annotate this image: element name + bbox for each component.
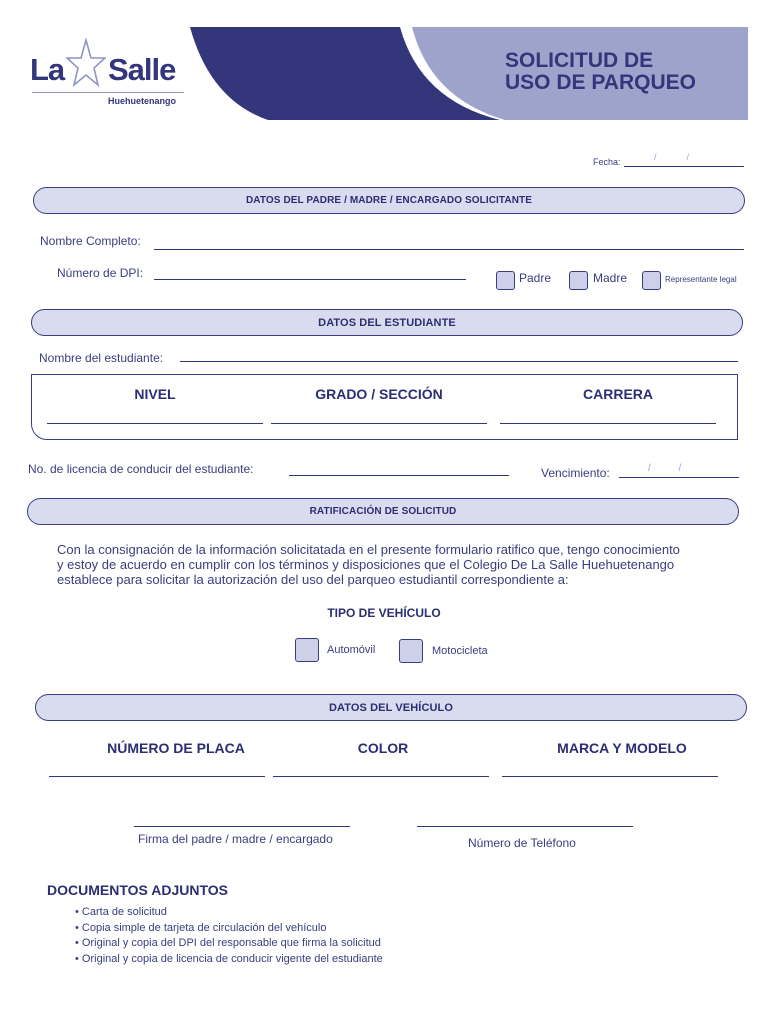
ratificacion-text [57,542,680,587]
section-header-student [31,309,743,336]
checkbox-representante[interactable] [642,271,661,290]
checkbox-automovil[interactable] [295,638,319,662]
list-item: • Carta de solicitud [75,906,167,918]
checkbox-padre[interactable] [496,271,515,290]
telefono-label: Número de Teléfono [468,836,576,850]
fecha-field[interactable] [624,166,744,167]
nombre-completo-label: Nombre Completo: [40,234,141,248]
grado-field[interactable] [271,423,487,424]
logo-divider [32,92,184,93]
ratificacion-line3: establece para solicitar la autorización del uso del parqueo estudiantil correspondiente a: [57,572,569,587]
vencimiento-separators: / / [648,463,682,474]
section-header-ratificacion [27,498,739,525]
section-header-vehicle [35,694,747,721]
col-header-placa: NÚMERO DE PLACA [107,740,245,756]
checkbox-madre-label: Madre [593,271,628,285]
color-field[interactable] [273,776,489,777]
list-item: • Original y copia del DPI del responsable que firma la solicitud [75,937,381,949]
checkbox-madre[interactable] [569,271,588,290]
nivel-field[interactable] [47,423,263,424]
section-title-ratificacion: RATIFICACIÓN DE SOLICITUD [309,506,457,517]
checkbox-representante-label: Representante legal [665,275,737,284]
tipo-vehiculo-title: TIPO DE VEHÍCULO [327,606,441,620]
documentos-title: DOCUMENTOS ADJUNTOS [47,882,228,898]
telefono-field[interactable] [417,826,633,827]
fecha-separators: / / [654,152,690,162]
logo-city: Huehuetenango [108,96,177,106]
dpi-label: Número de DPI: [57,266,144,280]
star-icon [66,38,106,88]
fecha-label: Fecha: [593,157,621,167]
page-title [505,50,696,94]
col-header-marca: MARCA Y MODELO [557,740,687,756]
checkbox-padre-label: Padre [519,271,552,285]
dpi-field[interactable] [154,279,466,280]
checkbox-motocicleta[interactable] [399,639,423,663]
carrera-field[interactable] [500,423,716,424]
placa-field[interactable] [49,776,265,777]
firma-label: Firma del padre / madre / encargado [138,832,333,846]
firma-field[interactable] [134,826,350,827]
ratificacion-line1: Con la consignación de la información solicitatada en el presente formulario ratifico que, tengo conocimiento [57,542,680,557]
student-grid-box [31,374,738,440]
col-header-grado: GRADO / SECCIÓN [315,386,443,402]
list-item: • Copia simple de tarjeta de circulación del vehículo [75,921,327,934]
vencimiento-field[interactable] [619,477,739,478]
section-title-parent: DATOS DEL PADRE / MADRE / ENCARGADO SOLICITANTE [245,195,532,206]
col-header-carrera: CARRERA [583,386,653,402]
page-title-line1: SOLICITUD DE [505,49,654,72]
col-header-color: COLOR [357,740,409,756]
ratificacion-line2: y estoy de acuerdo en cumplir con los términos y disposiciones que el Colegio De La Salle Huehuetenango [57,557,675,572]
nombre-completo-field[interactable] [154,249,744,250]
section-title-vehicle: DATOS DEL VEHÍCULO [328,701,454,714]
documentos-list [75,905,383,967]
list-item: • Original y copia de licencia de conducir vigente del estudiante [75,952,383,965]
marca-field[interactable] [502,776,718,777]
logo [30,46,190,110]
section-title-student: DATOS DEL ESTUDIANTE [318,316,456,329]
logo-word-salle: Salle [108,52,176,87]
nombre-estudiante-label: Nombre del estudiante: [39,351,164,365]
nombre-estudiante-field[interactable] [180,361,738,362]
checkbox-automovil-label: Automóvil [327,644,376,656]
page-title-line2: USO DE PARQUEO [505,71,696,94]
licencia-label: No. de licencia de conducir del estudiante: [28,462,254,476]
checkbox-motocicleta-label: Motocicleta [432,645,488,657]
vencimiento-label: Vencimiento: [541,466,610,480]
logo-word-la: La [30,52,65,87]
col-header-nivel: NIVEL [134,386,176,402]
section-header-parent [33,187,745,214]
licencia-field[interactable] [289,475,509,476]
